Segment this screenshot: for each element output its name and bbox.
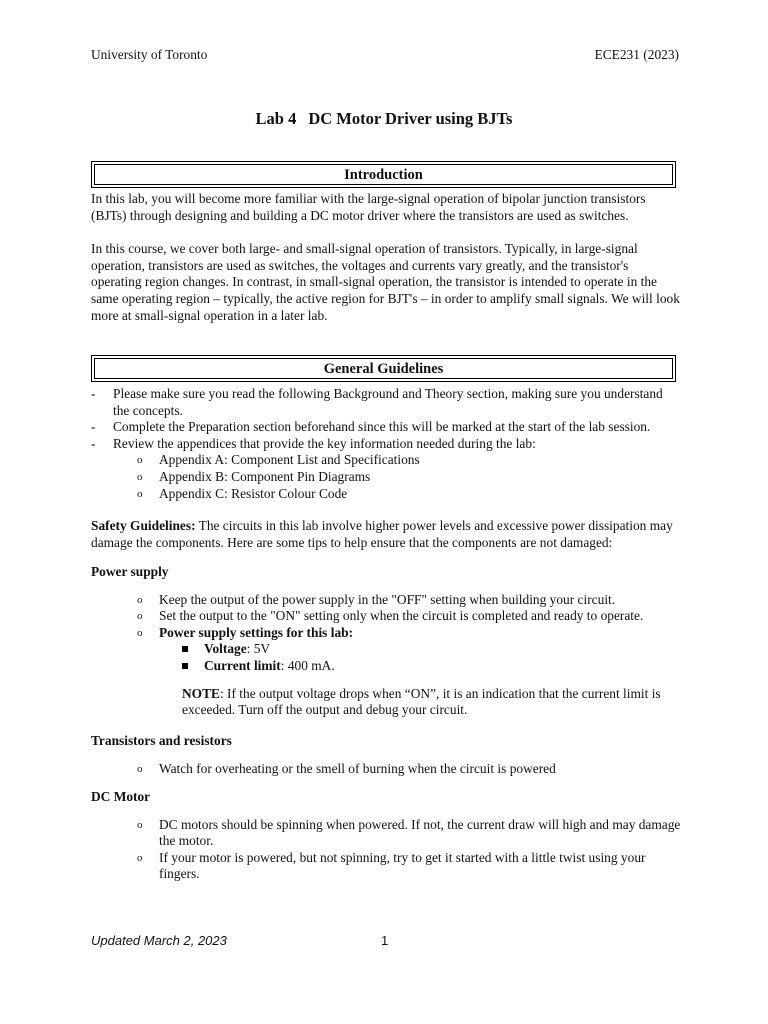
dash-marker: -: [91, 386, 96, 401]
introduction-paragraph-1: In this lab, you will become more familiar with the large-signal operation of bipolar junction transistors (BJTs) through designing and building a DC motor driver where the transistors are used as switches.: [91, 191, 646, 223]
guideline-item: [91, 419, 681, 436]
appendix-list: [91, 452, 681, 502]
voltage-value: : 5V: [246, 641, 271, 657]
dash-marker: -: [91, 435, 96, 451]
guideline-item: [91, 436, 681, 453]
power-item: [91, 625, 681, 642]
guidelines-heading: General Guidelines: [94, 358, 673, 379]
header-institution: University of Toronto: [91, 47, 208, 62]
guidelines-heading-box: [91, 355, 676, 382]
circle-bullet-icon: o: [137, 470, 143, 483]
note-label: NOTE: [182, 685, 220, 701]
current-label: Current limit: [204, 657, 281, 673]
page-title: [0, 111, 768, 128]
title-lab-name: DC Motor Driver using BJTs: [308, 109, 513, 128]
guideline-text: Review the appendices that provide the key information needed during the lab:: [113, 435, 536, 451]
safety-text: The circuits in this lab involve higher power levels and excessive power dissipation may damage the components. Here are some tips to help ensure that the components are not damaged:: [91, 518, 673, 550]
power-settings-list: [91, 641, 681, 674]
appendix-item: [91, 452, 681, 469]
appendix-item: [91, 486, 681, 503]
transistors-item-text: Watch for overheating or the smell of burning when the circuit is powered: [159, 760, 556, 776]
power-item-text: Keep the output of the power supply in the "OFF" setting when building your circuit.: [159, 591, 616, 607]
power-item: [91, 592, 681, 609]
guideline-text: Please make sure you read the following Background and Theory section, making sure you understand the concepts.: [113, 386, 663, 418]
appendix-text: Appendix C: Resistor Colour Code: [159, 485, 348, 501]
circle-bullet-icon: o: [137, 851, 143, 864]
power-item-text: Set the output to the "ON" setting only when the circuit is completed and ready to operate.: [159, 608, 644, 624]
power-supply-list: [91, 592, 681, 642]
power-item: [91, 608, 681, 625]
power-note: [91, 686, 681, 719]
circle-bullet-icon: o: [137, 762, 143, 775]
title-lab-number: Lab 4: [255, 109, 297, 128]
motor-item-text: If your motor is powered, but not spinning, try to get it started with a little twist using your fingers.: [159, 849, 646, 882]
power-supply-heading: Power supply: [91, 564, 169, 579]
dc-motor-heading: DC Motor: [91, 789, 151, 804]
introduction-heading-box: [91, 161, 676, 188]
voltage-label: Voltage: [204, 641, 247, 657]
circle-bullet-icon: o: [137, 487, 143, 500]
circle-bullet-icon: o: [137, 610, 143, 623]
introduction-section: [91, 191, 681, 324]
guideline-item: [91, 386, 681, 419]
guidelines-section: [91, 386, 681, 502]
square-bullet-icon: [182, 646, 188, 652]
appendix-item: [91, 469, 681, 486]
voltage-setting: [91, 641, 681, 658]
circle-bullet-icon: o: [137, 626, 143, 639]
motor-item: [91, 817, 681, 850]
circle-bullet-icon: o: [137, 454, 143, 467]
dc-motor-section: [91, 789, 681, 883]
safety-paragraph: [91, 518, 681, 551]
appendix-text: Appendix B: Component Pin Diagrams: [159, 468, 371, 484]
transistors-item: [91, 761, 681, 778]
transistors-section: [91, 733, 681, 777]
circle-bullet-icon: o: [137, 818, 143, 831]
dash-marker: -: [91, 419, 96, 435]
header-course: ECE231 (2023): [594, 47, 679, 62]
motor-item: [91, 850, 681, 883]
square-bullet-icon: [182, 663, 188, 669]
page-number: 1: [381, 933, 389, 948]
current-setting: [91, 658, 681, 675]
power-settings-label: Power supply settings for this lab:: [159, 624, 354, 640]
motor-item-text: DC motors should be spinning when powered. If not, the current draw will high and may damage the motor.: [159, 816, 681, 849]
appendix-text: Appendix A: Component List and Specifications: [159, 452, 420, 468]
guideline-text: Complete the Preparation section beforehand since this will be marked at the start of the lab session.: [113, 419, 651, 435]
introduction-heading: Introduction: [94, 164, 673, 185]
transistors-heading: Transistors and resistors: [91, 733, 232, 748]
guidelines-list: [91, 386, 681, 452]
dc-motor-list: [91, 817, 681, 883]
introduction-paragraph-2: In this course, we cover both large- and small-signal operation of transistors. Typically, in large-signal operation, transistors are used as switches, the voltages and currents vary greatly, and the transistor's operating region changes. In contrast, in small-signal operation, the transistor is intended to operate in the same operating region – typically, the active region for BJT's – in order to amplify small signals. We will look more at small-signal operation in a later lab.: [91, 241, 680, 323]
footer-updated-date: Updated March 2, 2023: [91, 933, 227, 948]
current-value: : 400 mA.: [280, 657, 335, 673]
power-supply-section: [91, 564, 681, 719]
circle-bullet-icon: o: [137, 593, 143, 606]
transistors-list: [91, 761, 681, 778]
note-text: : If the output voltage drops when “ON”, it is an indication that the current limit is exceeded. Turn off the output and debug your circuit.: [182, 685, 661, 718]
safety-label: Safety Guidelines:: [91, 518, 196, 533]
